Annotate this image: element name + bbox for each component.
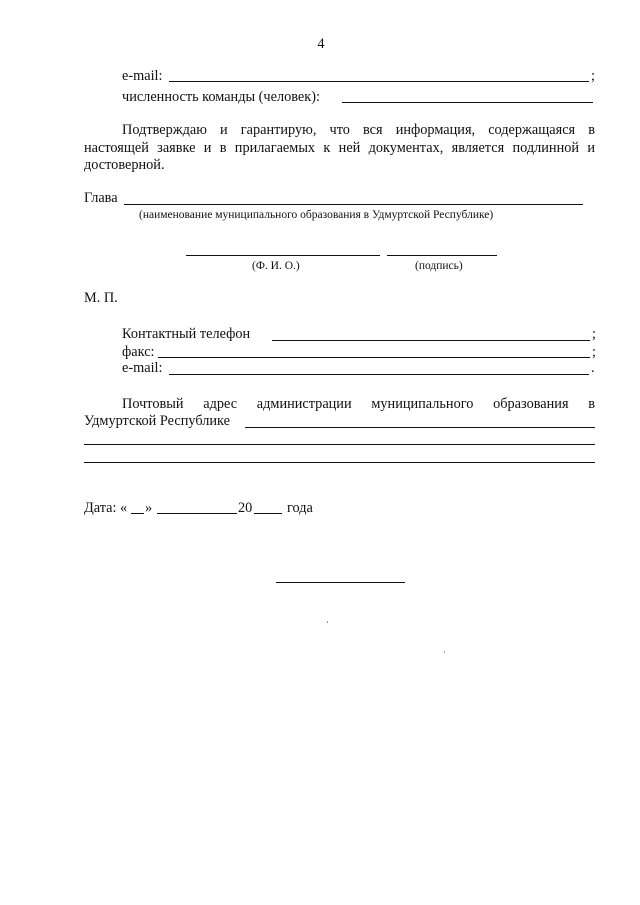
contact-email-label: e-mail: (122, 360, 163, 376)
fio-line (186, 255, 380, 256)
top-email-label: e-mail: (122, 68, 163, 84)
fax-end: ; (592, 344, 596, 360)
scan-speck (444, 651, 445, 653)
date-year-line (254, 513, 282, 514)
fax-line (158, 357, 590, 358)
top-email-end: ; (591, 68, 595, 84)
fax-label: факс: (122, 344, 155, 360)
certification-line-1: Подтверждаю и гарантирую, что вся информация, содержащаяся в (122, 122, 595, 138)
page-number: 4 (317, 36, 325, 52)
date-quote-close: » (145, 500, 153, 516)
postal-line-2: Удмуртской Республике (84, 413, 230, 429)
phone-line (272, 340, 590, 341)
head-name-line (124, 204, 583, 205)
phone-end: ; (592, 326, 596, 342)
date-day-line (131, 513, 144, 514)
contact-email-line (169, 374, 589, 375)
fio-caption: (Ф. И. О.) (252, 260, 300, 272)
contact-email-end: . (591, 360, 595, 376)
certification-line-2: настоящей заявке и в прилагаемых к ней документах, является подлинной и (84, 140, 595, 156)
date-year-prefix: 20 (238, 500, 253, 516)
postal-line-4-blank (84, 462, 595, 463)
team-size-label: численность команды (человек): (122, 89, 320, 105)
date-prefix: Дата: « (84, 500, 128, 516)
certification-line-3: достоверной. (84, 157, 165, 173)
signature-caption: (подпись) (415, 260, 463, 272)
signature-line (387, 255, 497, 256)
date-suffix: года (287, 500, 313, 516)
top-email-line (169, 81, 589, 82)
stamp-place: М. П. (84, 290, 118, 306)
closing-separator-line (276, 582, 405, 583)
date-month-line (157, 513, 237, 514)
scan-speck (327, 621, 328, 623)
head-caption: (наименование муниципального образования в Удмуртской Республике) (139, 209, 494, 221)
postal-line-1: Почтовый адрес администрации муниципального образования в (122, 396, 595, 412)
phone-label: Контактный телефон (122, 326, 251, 342)
postal-line-2-blank (245, 427, 595, 428)
postal-line-3-blank (84, 444, 595, 445)
head-label: Глава (84, 190, 118, 206)
team-size-line (342, 102, 593, 103)
